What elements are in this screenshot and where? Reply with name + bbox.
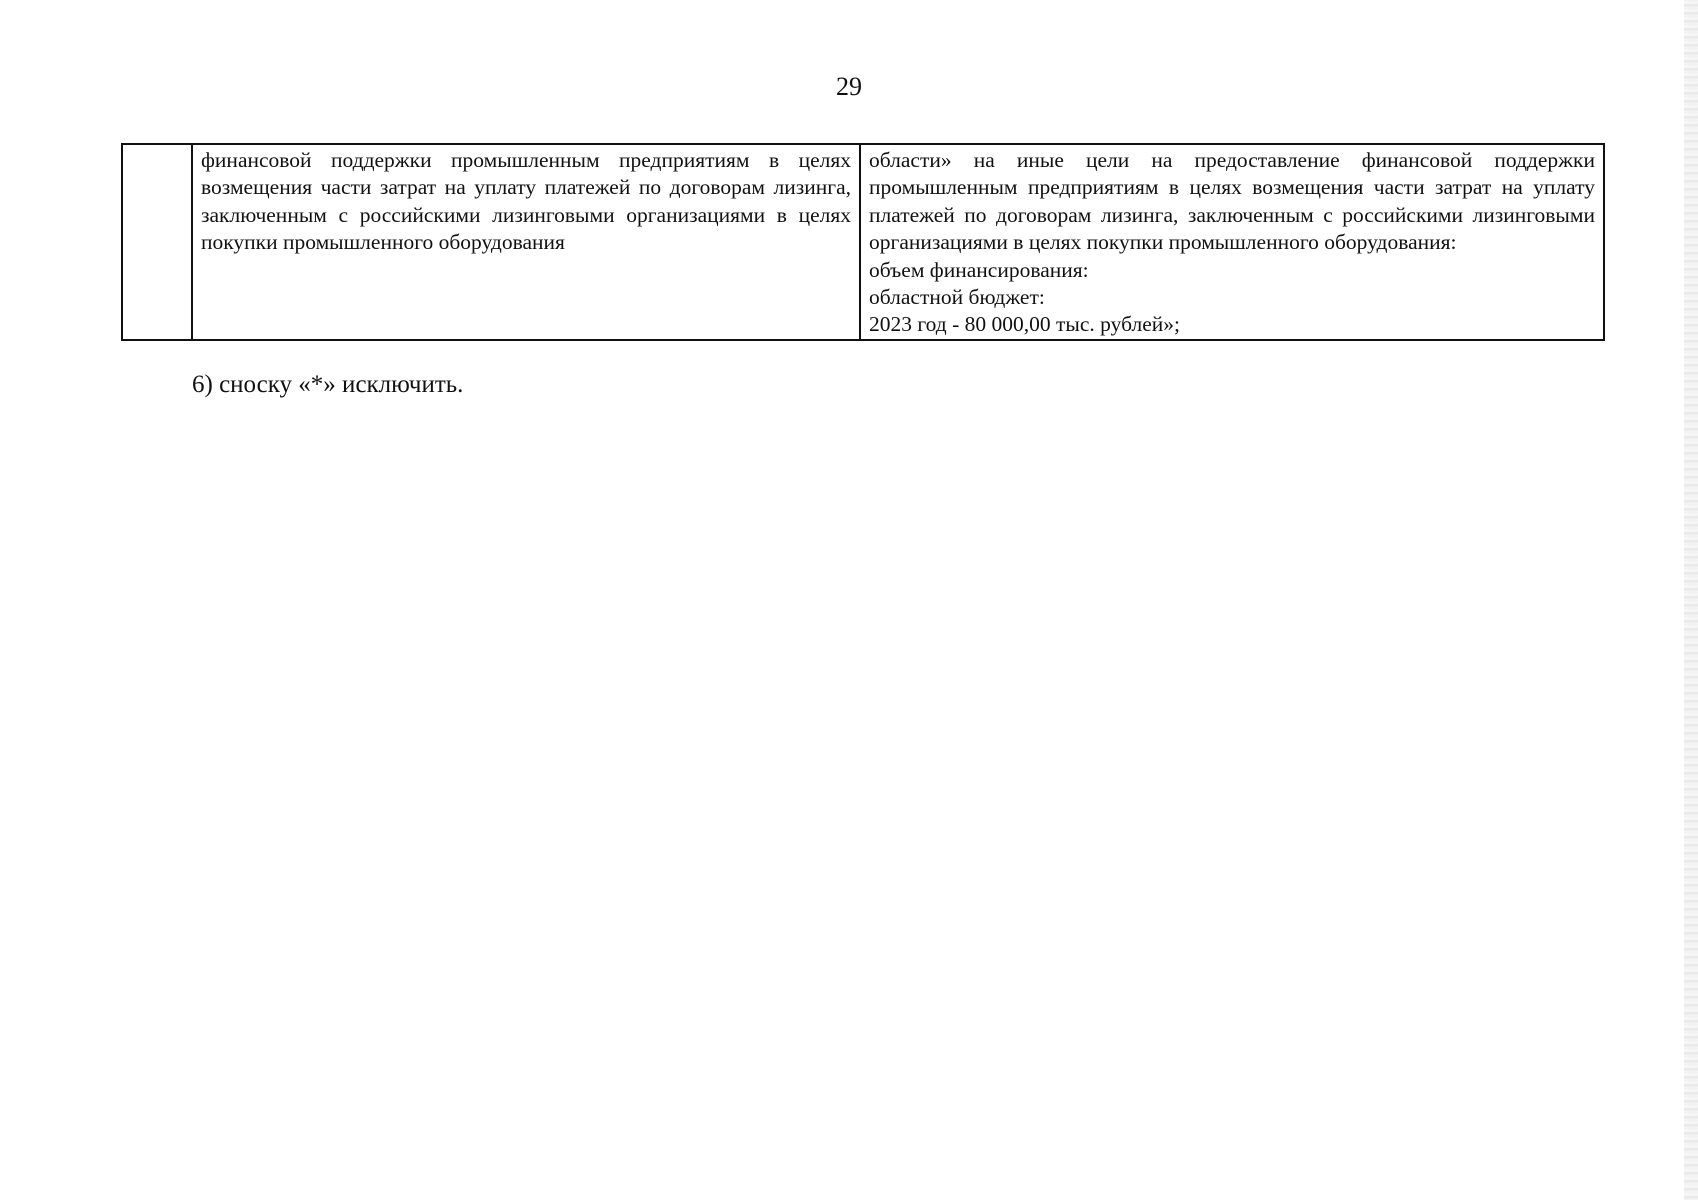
amendment-table (121, 143, 1605, 341)
regional-budget-line: областной бюджет: (869, 285, 1045, 310)
row-number-cell (122, 144, 192, 340)
right-text: области» на иные цели на предоставление финансовой поддержки промышленным предприятиям в целях возмещения части затрат на уплату платежей по договорам лизинга, заключенным с российскими лизинговыми организациями в целях покупки промышленного оборудования: (869, 148, 1595, 255)
left-text: финансовой поддержки промышленным предприятиям в целях возмещения части затрат на уплату платежей по договорам лизинга, заключенным с российскими лизинговыми организациями в целях покупки промышленного оборудования (201, 148, 851, 255)
right-text-cell (860, 144, 1604, 340)
footnote-instruction: 6) сноску «*» исключить. (192, 371, 464, 398)
scan-edge-artifact (1684, 0, 1698, 1200)
funding-volume-line: объем финансирования: (869, 257, 1089, 282)
table-row (122, 144, 1604, 340)
page-number: 29 (836, 72, 862, 101)
year-amount-line: 2023 год - 80 000,00 тыс. рублей»; (869, 312, 1180, 337)
left-text-cell (192, 144, 860, 340)
